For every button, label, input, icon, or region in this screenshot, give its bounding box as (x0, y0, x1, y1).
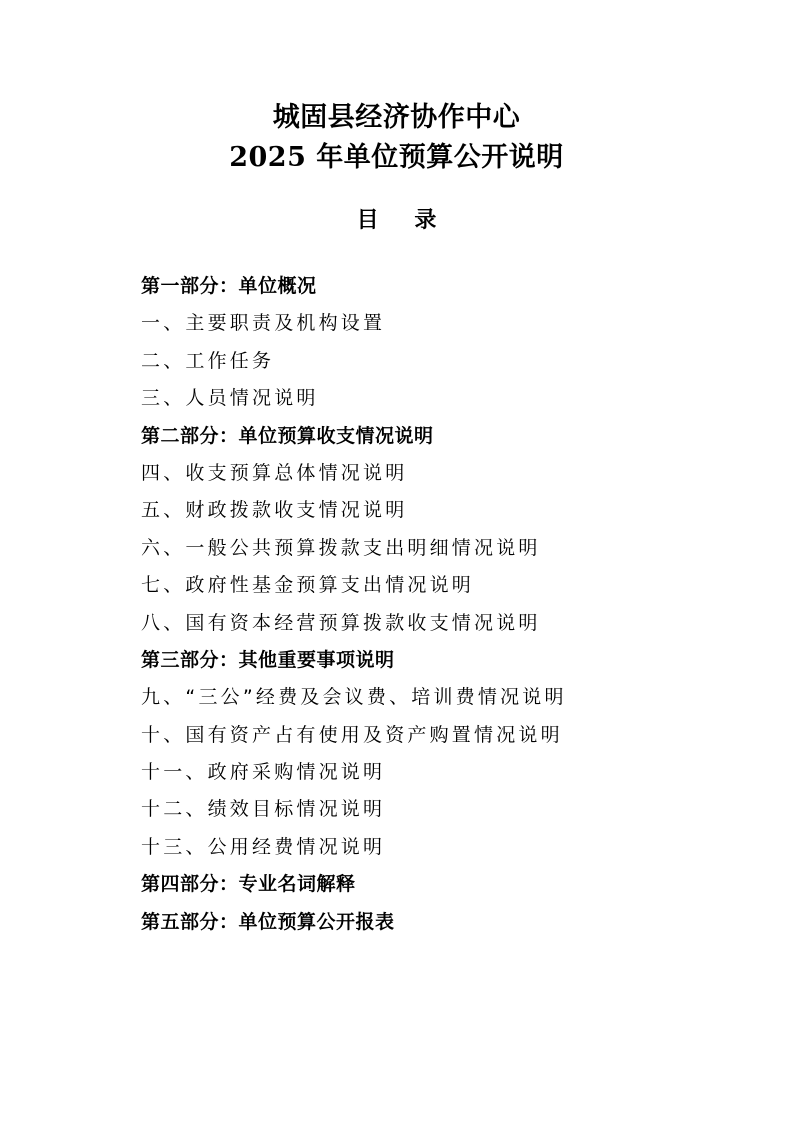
title-line-organization: 城固县经济协作中心 (272, 102, 521, 133)
toc-section-6: 六、一般公共预算拨款支出明细情况说明 (141, 536, 541, 559)
toc-section-9: 九、“三公”经费及会议费、培训费情况说明 (141, 686, 567, 709)
toc-part-5: 第五部分：单位预算公开报表 (141, 910, 395, 933)
toc-section-1: 一、主要职责及机构设置 (141, 312, 386, 335)
table-of-contents (141, 268, 567, 941)
toc-part-1: 第一部分：单位概况 (141, 275, 317, 297)
toc-heading: 目 录 (356, 208, 451, 233)
toc-section-12: 十二、绩效目标情况说明 (141, 798, 386, 821)
toc-section-5: 五、财政拨款收支情况说明 (141, 499, 408, 522)
toc-section-3: 三、人员情况说明 (141, 387, 319, 410)
title-line-report: 2025 年单位预算公开说明 (229, 142, 564, 173)
toc-section-7: 七、政府性基金预算支出情况说明 (141, 574, 475, 597)
toc-part-4: 第四部分：专业名词解释 (141, 873, 356, 896)
toc-section-10: 十、国有资产占有使用及资产购置情况说明 (141, 723, 563, 746)
toc-section-4: 四、收支预算总体情况说明 (141, 461, 408, 484)
toc-part-2: 第二部分：单位预算收支情况说明 (141, 424, 434, 447)
toc-part-3: 第三部分：其他重要事项说明 (141, 648, 395, 671)
document-title (0, 98, 793, 178)
toc-section-2: 二、工作任务 (141, 349, 275, 372)
toc-section-13: 十三、公用经费情况说明 (141, 835, 386, 858)
toc-section-8: 八、国有资本经营预算拨款收支情况说明 (141, 611, 541, 634)
toc-section-11: 十一、政府采购情况说明 (141, 761, 386, 784)
